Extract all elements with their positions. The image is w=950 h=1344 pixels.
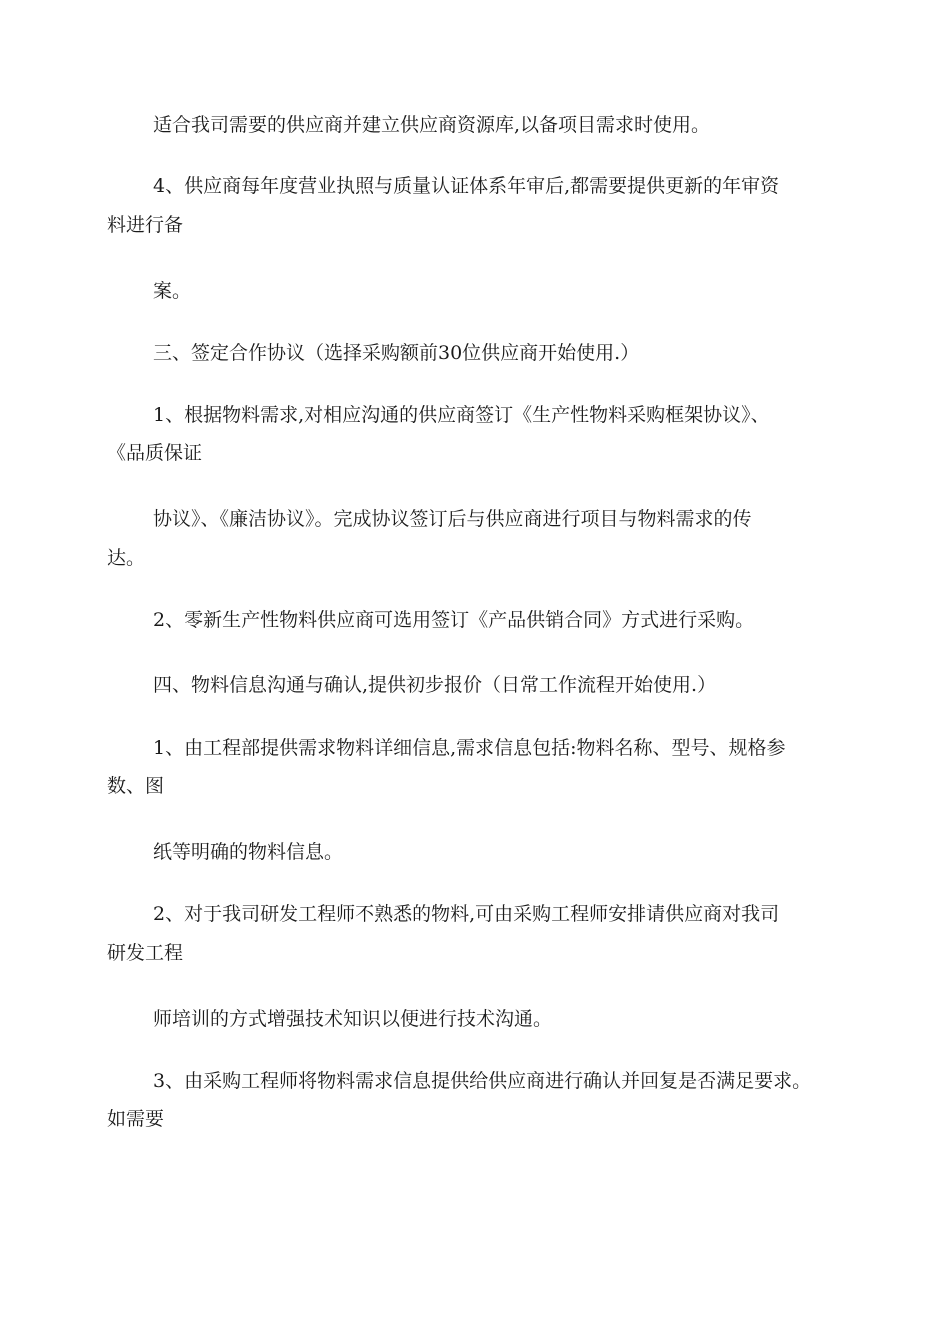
section-heading: 四、物料信息沟通与确认,提供初步报价（日常工作流程开始使用.） [153, 674, 717, 696]
paragraph-line: 3、由采购工程师将物料需求信息提供给供应商进行确认并回复是否满足要求。 [153, 1070, 812, 1092]
paragraph-line: 达。 [107, 547, 146, 569]
paragraph-line: 料进行备 [107, 214, 184, 236]
paragraph-line: 案。 [153, 280, 192, 302]
paragraph-line: 2、零新生产性物料供应商可选用签订《产品供销合同》方式进行采购。 [153, 609, 755, 631]
paragraph-line: 如需要 [107, 1108, 165, 1130]
paragraph-line: 1、根据物料需求,对相应沟通的供应商签订《生产性物料采购框架协议》、 [153, 404, 770, 426]
paragraph-line: 4、供应商每年度营业执照与质量认证体系年审后,都需要提供更新的年审资 [153, 175, 780, 197]
paragraph-line: 协议》、《廉洁协议》。完成协议签订后与供应商进行项目与物料需求的传 [153, 508, 752, 530]
paragraph-line: 数、图 [107, 775, 165, 797]
paragraph-line: 师培训的方式增强技术知识以便进行技术沟通。 [153, 1008, 553, 1030]
paragraph-line: 纸等明确的物料信息。 [153, 841, 344, 863]
paragraph-line: 2、对于我司研发工程师不熟悉的物料,可由采购工程师安排请供应商对我司 [153, 903, 780, 925]
paragraph-line: 适合我司需要的供应商并建立供应商资源库,以备项目需求时使用。 [153, 114, 711, 136]
section-heading: 三、签定合作协议（选择采购额前30位供应商开始使用.） [153, 342, 640, 364]
paragraph-line: 研发工程 [107, 942, 184, 964]
paragraph-line: 《品质保证 [107, 442, 203, 464]
paragraph-line: 1、由工程部提供需求物料详细信息,需求信息包括:物料名称、型号、规格参 [153, 737, 786, 759]
